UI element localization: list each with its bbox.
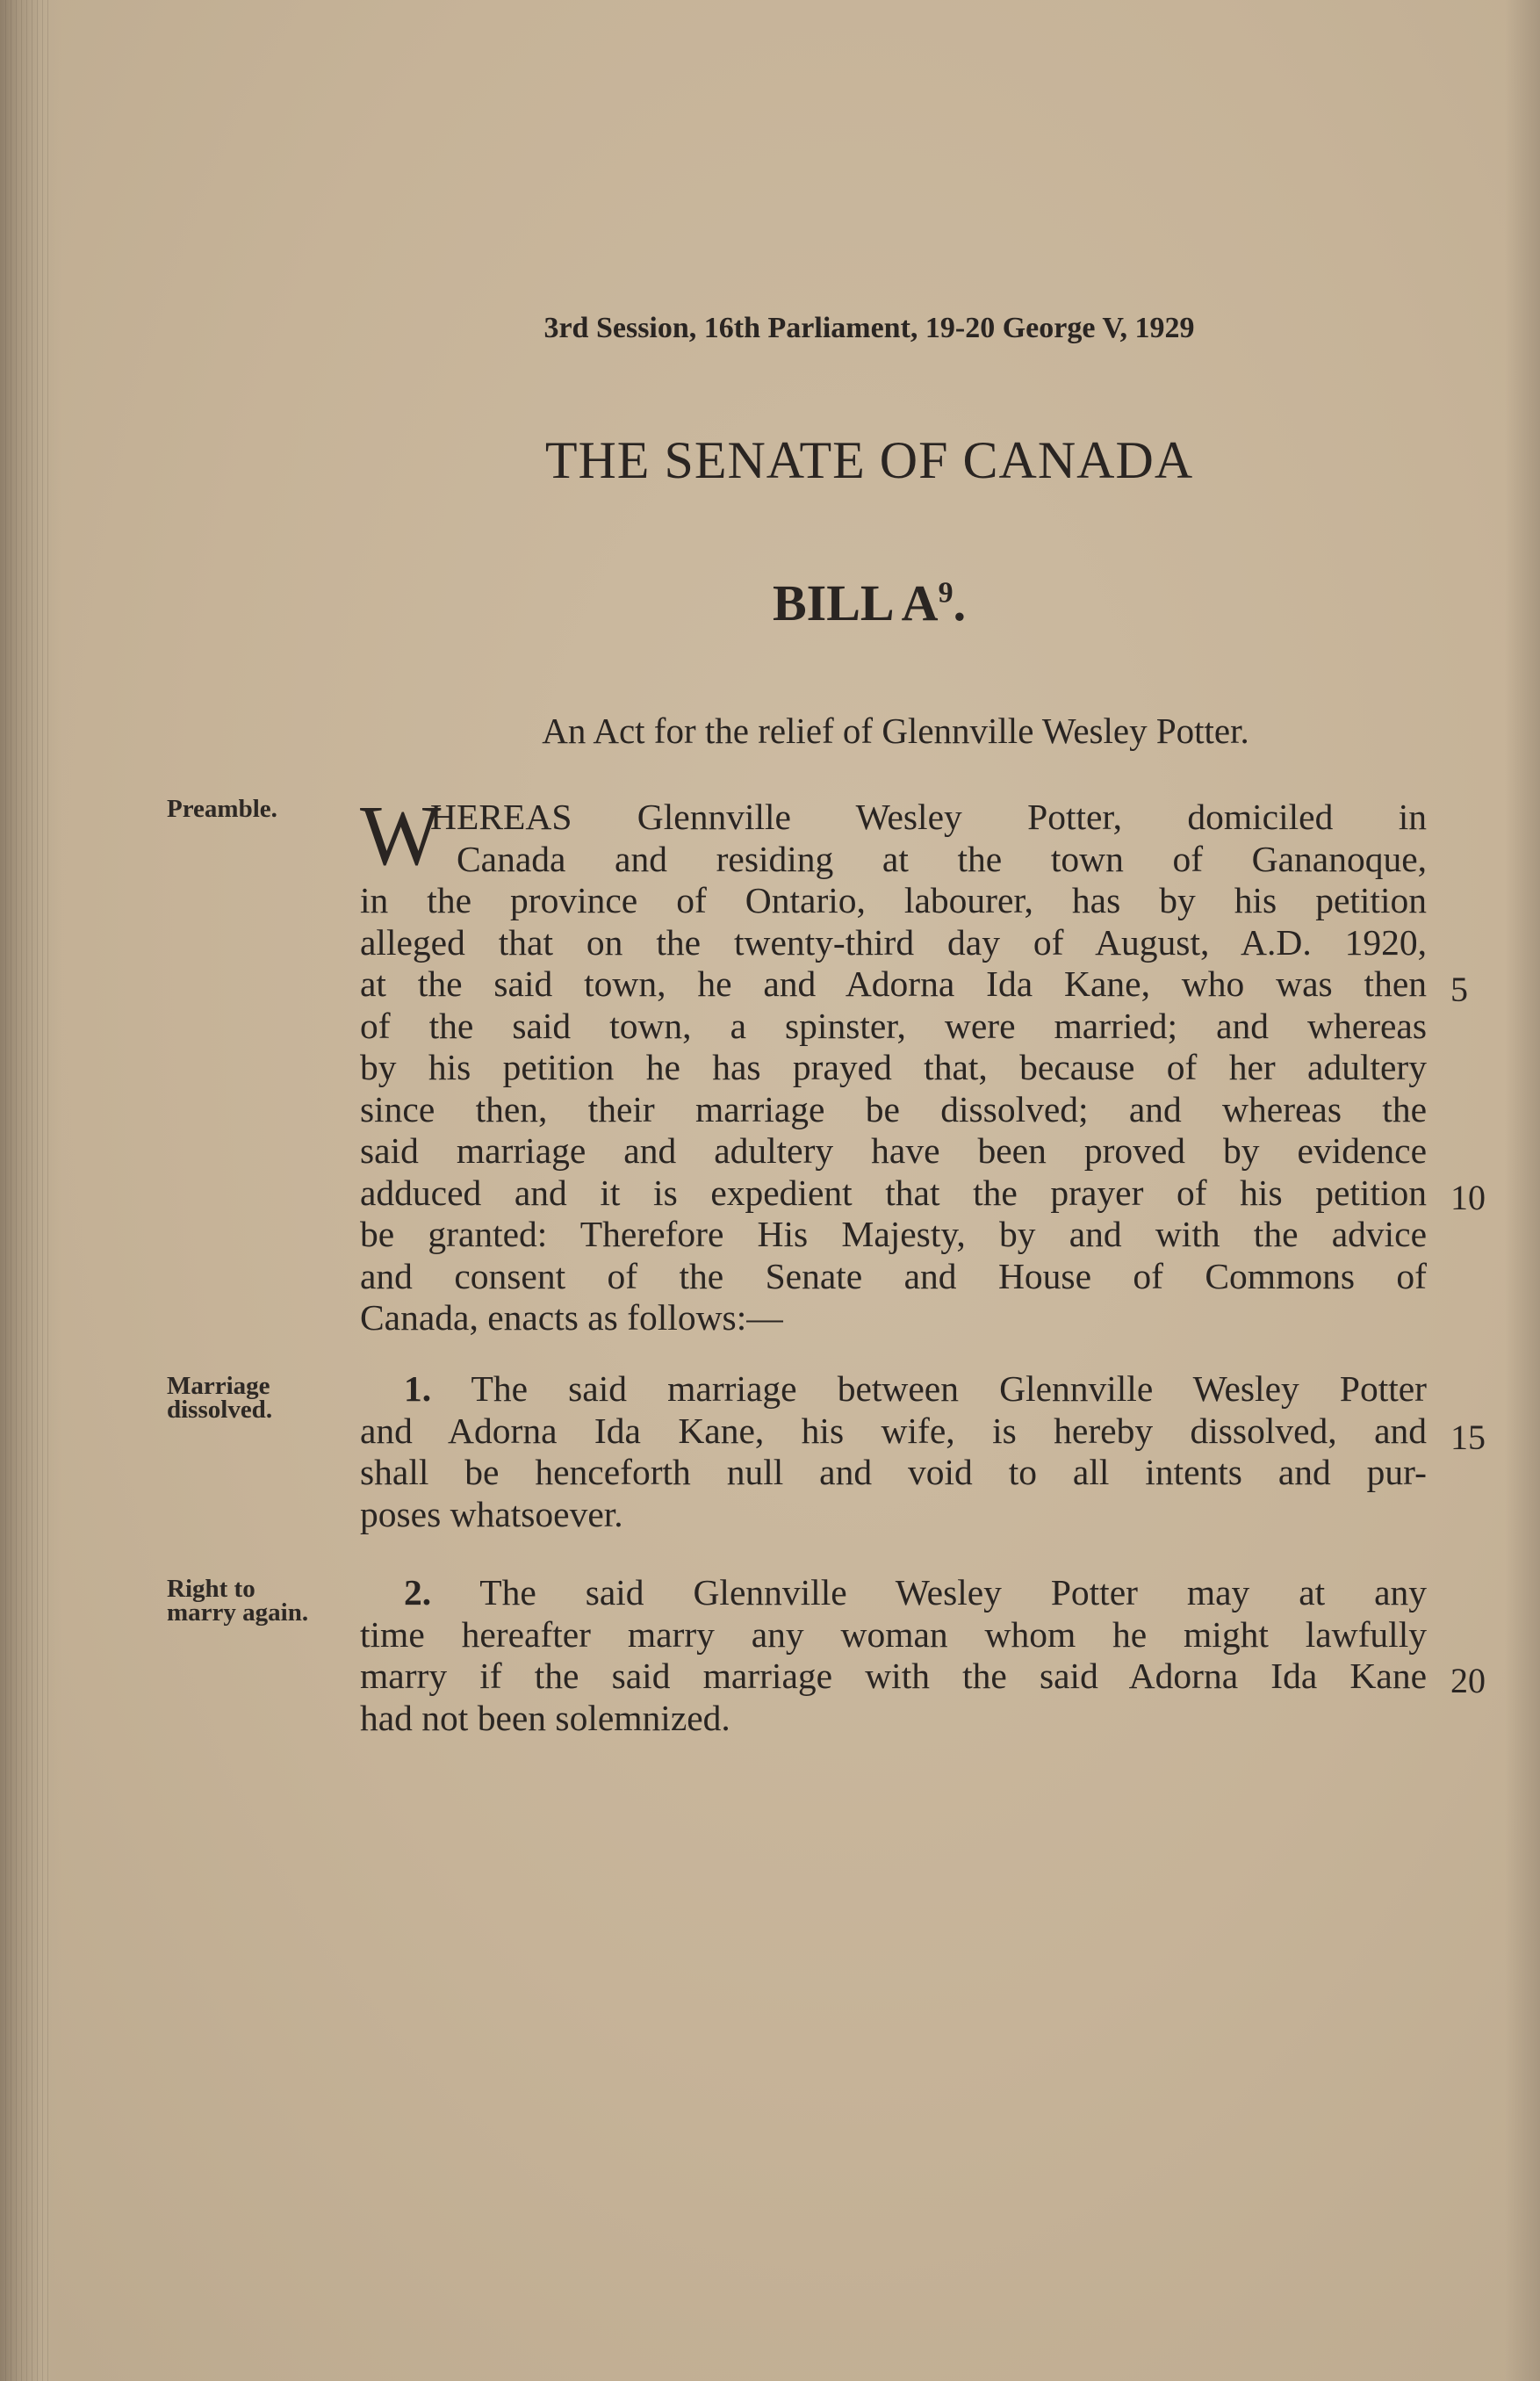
line-number-20: 20 (1450, 1661, 1486, 1700)
bill-title (457, 574, 1282, 632)
preamble-line-5: at the said town, he and Adorna Ida Kane, who was then (360, 963, 1427, 1004)
preamble-line-7: by his petition he has prayed that, because of her adultery (360, 1047, 1427, 1087)
preamble-line-1-text: HEREAS Glennville Wesley Potter, domiciled in (430, 797, 1427, 837)
line-number-5: 5 (1450, 970, 1468, 1009)
section-1-line-4: poses whatsoever. (360, 1493, 623, 1534)
section-2-line-1 (360, 1572, 1427, 1614)
house-title: THE SENATE OF CANADA (544, 431, 1194, 489)
section-2 (360, 1572, 1427, 1739)
margin-note-right-line1: Right to (167, 1575, 255, 1603)
preamble-line-9: said marriage and adultery have been proved by evidence (360, 1130, 1427, 1171)
margin-note-marriage-line2: dissolved. (167, 1396, 273, 1424)
section-1-line-3: shall be henceforth null and void to all intents and pur- (360, 1452, 1427, 1492)
preamble-paragraph (360, 789, 1427, 1339)
section-1-line-1 (360, 1368, 1427, 1411)
dropcap: W (360, 789, 442, 884)
section-2-number: 2. (404, 1572, 432, 1613)
bill-superscript: 9 (938, 576, 954, 610)
section-1-line-2: and Adorna Ida Kane, his wife, is hereby dissolved, and (360, 1410, 1427, 1451)
act-title: An Act for the relief of Glennville Wesley Potter. (542, 711, 1249, 751)
section-2-line-3: marry if the said marriage with the said Adorna Ida Kane (360, 1656, 1427, 1696)
preamble-line-4: alleged that on the twenty-third day of August, A.D. 1920, (360, 921, 1427, 963)
line-number-10: 10 (1450, 1178, 1486, 1217)
preamble-line-12: and consent of the Senate and House of Commons of (360, 1255, 1427, 1296)
margin-note-right-to-marry (167, 1577, 360, 1625)
section-2-line-1-text: The said Glennville Wesley Potter may at any (431, 1572, 1427, 1613)
bill-prefix: BILL A (772, 574, 939, 631)
margin-note-right-line2: marry again. (167, 1598, 309, 1627)
margin-note-preamble (167, 797, 360, 821)
section-2-line-2: time hereafter marry any woman whom he might lawfully (360, 1613, 1427, 1655)
section-2-line-4: had not been solemnized. (360, 1697, 730, 1738)
section-1-number: 1. (404, 1368, 432, 1409)
bill-suffix: . (953, 574, 967, 631)
line-number-15: 15 (1450, 1418, 1486, 1457)
section-1-line-1-text: The said marriage between Glennville Wesley Potter (431, 1368, 1427, 1409)
preamble-line-11: be granted: Therefore His Majesty, by and with the advice (360, 1214, 1427, 1254)
preamble-line-10: adduced and it is expedient that the prayer of his petition (360, 1172, 1427, 1213)
preamble-line-2: Canada and residing at the town of Gananoque, (457, 838, 1427, 879)
session-line: 3rd Session, 16th Parliament, 19-20 George V, 1929 (543, 312, 1195, 344)
margin-note-marriage-dissolved (167, 1374, 360, 1422)
margin-note-preamble-text: Preamble. (167, 795, 277, 823)
preamble-line-3: in the province of Ontario, labourer, has by his petition (360, 880, 1427, 920)
preamble-line-8: since then, their marriage be dissolved; and whereas the (360, 1088, 1427, 1129)
margin-note-marriage-line1: Marriage (167, 1372, 270, 1400)
section-1 (360, 1368, 1427, 1535)
preamble-line-6: of the said town, a spinster, were married; and whereas (360, 1005, 1427, 1046)
page-binding-lines (5, 0, 49, 2381)
preamble-line-13: Canada, enacts as follows:— (360, 1297, 783, 1338)
